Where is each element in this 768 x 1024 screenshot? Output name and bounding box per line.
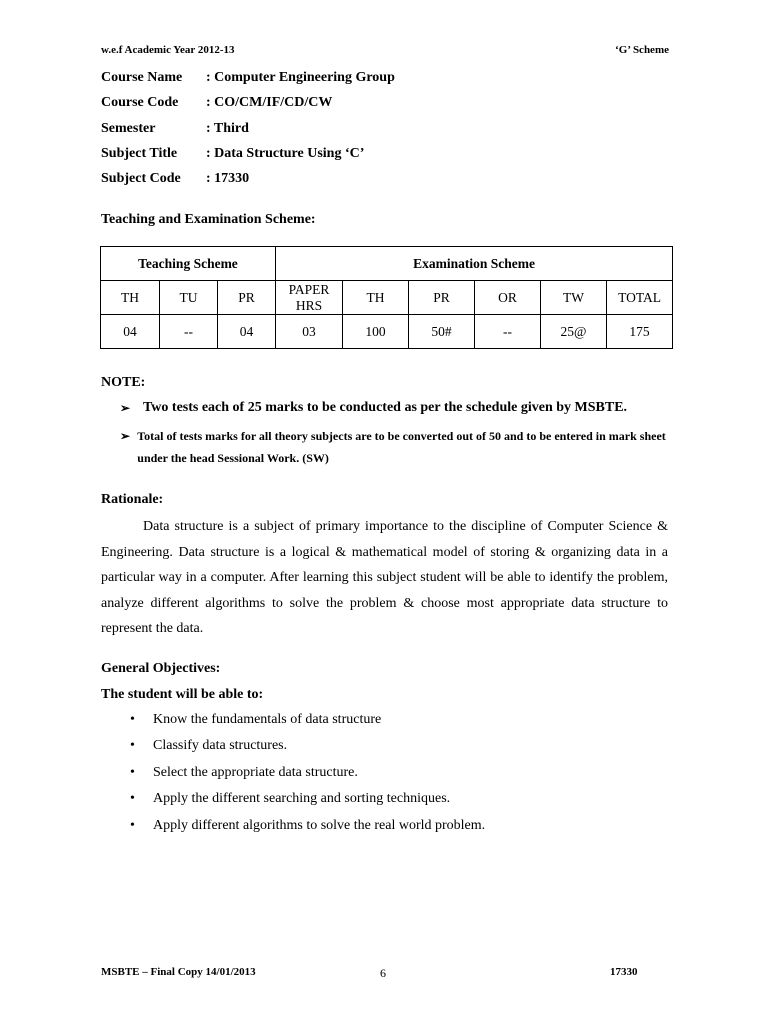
course-name-row xyxy=(101,69,395,94)
value-th-exam: 100 xyxy=(343,315,409,349)
bullet-icon: • xyxy=(130,817,135,833)
table-column-row xyxy=(101,281,673,315)
scheme-title: Teaching and Examination Scheme: xyxy=(101,212,316,227)
col-tw: TW xyxy=(541,281,607,315)
rationale-text: Data structure is a subject of primary importance to the discipline of Computer Science & Engineering. Data structure is a logical & mathematical model of storing & organizing data in a particular way in a computer. After learning this subject student will be able to identify the problem, analyze different algorithms to solve the problem & choose most appropriate data structure to represent the data. xyxy=(101,519,668,636)
table-row xyxy=(101,315,673,349)
value-total: 175 xyxy=(607,315,673,349)
objectives-title: General Objectives: xyxy=(101,661,221,676)
subject-title-row xyxy=(101,145,395,170)
course-code-value: : CO/CM/IF/CD/CW xyxy=(206,95,333,111)
teaching-scheme-header: Teaching Scheme xyxy=(101,247,276,281)
note-text: Two tests each of 25 marks to be conducted as per the schedule given by MSBTE. xyxy=(143,400,628,415)
objective-text: Apply different algorithms to solve the real world problem. xyxy=(153,817,486,833)
page-number: 6 xyxy=(380,966,386,980)
rationale-title: Rationale: xyxy=(101,492,164,507)
objectives-list xyxy=(130,711,485,843)
header-academic-year: w.e.f Academic Year 2012-13 xyxy=(101,44,235,56)
list-item xyxy=(130,737,485,763)
paper-hrs-line1: PAPER xyxy=(288,281,330,297)
value-or: -- xyxy=(475,315,541,349)
course-code-label: Course Code xyxy=(101,95,179,111)
table-group-row xyxy=(101,247,673,281)
note-list xyxy=(120,399,680,469)
col-total: TOTAL xyxy=(607,281,673,315)
subject-code-value: : 17330 xyxy=(206,171,250,187)
examination-scheme-header: Examination Scheme xyxy=(276,247,673,281)
value-th-teaching: 04 xyxy=(101,315,160,349)
col-pr-teaching: PR xyxy=(218,281,276,315)
col-or: OR xyxy=(475,281,541,315)
objective-text: Know the fundamentals of data structure xyxy=(153,712,382,727)
arrow-bullet-icon: ➢ xyxy=(120,429,131,443)
value-pr-exam: 50# xyxy=(409,315,475,349)
note-title: NOTE: xyxy=(101,375,146,390)
objective-text: Apply the different searching and sorting techniques. xyxy=(153,791,451,807)
col-pr-exam: PR xyxy=(409,281,475,315)
footer-subject-code: 17330 xyxy=(610,966,638,978)
course-name-value: : Computer Engineering Group xyxy=(206,70,395,85)
value-tu: -- xyxy=(160,315,218,349)
footer-copy-note: MSBTE – Final Copy 14/01/2013 xyxy=(101,966,256,978)
value-pr-teaching: 04 xyxy=(218,315,276,349)
semester-label: Semester xyxy=(101,120,156,136)
bullet-icon: • xyxy=(130,791,135,807)
scheme-table xyxy=(100,246,673,349)
semester-value: : Third xyxy=(206,120,249,136)
subject-title-value: : Data Structure Using ‘C’ xyxy=(206,145,365,161)
list-item xyxy=(130,790,485,816)
semester-row xyxy=(101,120,395,145)
arrow-bullet-icon: ➢ xyxy=(120,401,131,415)
subject-code-row xyxy=(101,170,395,195)
objectives-subtitle: The student will be able to: xyxy=(101,687,264,702)
paper-hrs-line2: HRS xyxy=(295,297,323,313)
subject-code-label: Subject Code xyxy=(101,171,181,187)
objective-text: Select the appropriate data structure. xyxy=(153,764,358,780)
value-paper-hrs: 03 xyxy=(276,315,343,349)
list-item xyxy=(130,817,485,843)
value-tw: 25@ xyxy=(541,315,607,349)
header-scheme: ‘G’ Scheme xyxy=(615,44,669,56)
objective-text: Classify data structures. xyxy=(153,738,288,754)
list-item xyxy=(120,425,680,469)
list-item xyxy=(120,399,680,417)
col-th-exam: TH xyxy=(343,281,409,315)
col-th-teaching: TH xyxy=(101,281,160,315)
col-paper-hrs xyxy=(276,281,343,315)
list-item xyxy=(130,764,485,790)
bullet-icon: • xyxy=(130,738,135,754)
bullet-icon: • xyxy=(130,764,135,780)
list-item xyxy=(130,711,485,737)
col-tu: TU xyxy=(160,281,218,315)
bullet-icon: • xyxy=(130,712,135,727)
course-info xyxy=(101,69,395,195)
course-code-row xyxy=(101,94,395,119)
note-text: Total of tests marks for all theory subjects are to be converted out of 50 and to be entered in mark sheet under the head Sessional Work. (SW) xyxy=(137,429,666,465)
subject-title-label: Subject Title xyxy=(101,145,178,161)
course-name-label: Course Name xyxy=(101,70,183,85)
